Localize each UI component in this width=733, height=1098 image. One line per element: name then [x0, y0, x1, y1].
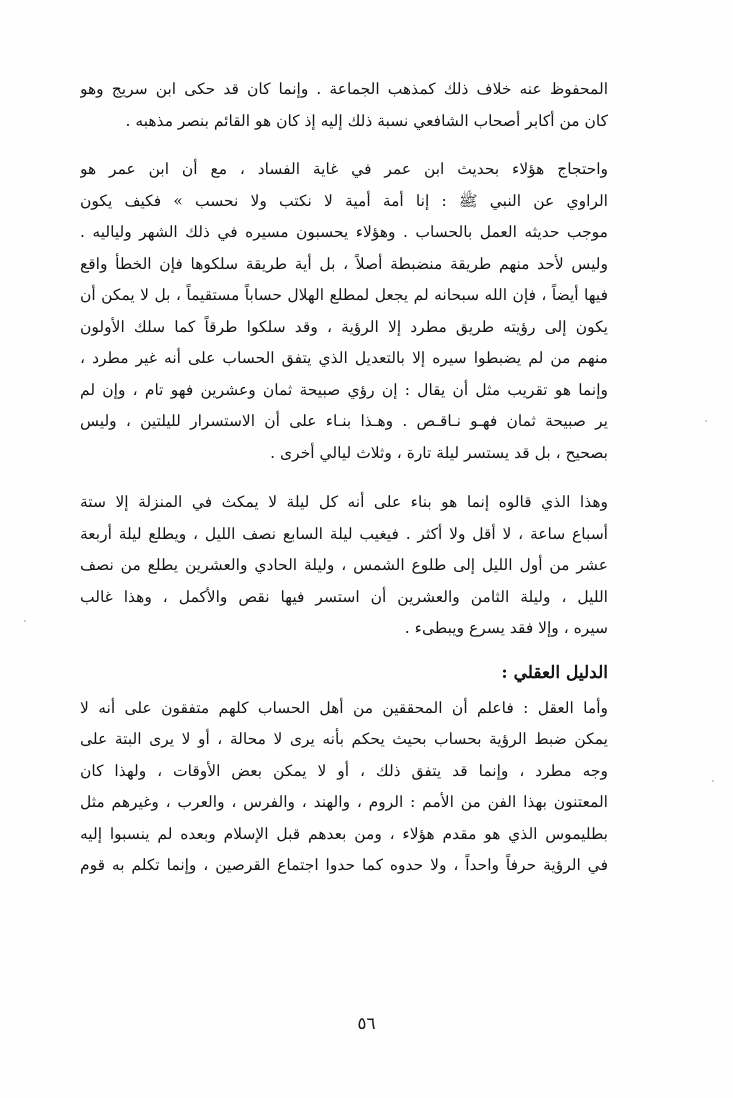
paragraph-2-line-5: فيها أيضاً ، فإن الله سبحانه لم يجعل لمطلع الهلال حساباً مستقيماً ، بل لا يمكن أن: [80, 286, 608, 304]
paragraph-4-line-3: وجه مطرد ، وإنما قد يتفق ذلك ، أو لا يمكن بعض الأوقات ، ولهذا كان: [80, 761, 608, 780]
paragraph-2-line-3: موجب حديثه العمل بالحساب . وهؤلاء يحسبون مسيره في ذلك الشهر ولياليه .: [80, 223, 608, 241]
scan-speck: [705, 420, 707, 422]
paragraph-4-line-2: يمكن ضبط الرؤية بحساب بحيث يحكم بأنه يرى لا محالة ، أو لا يرى البتة على: [80, 730, 608, 748]
paragraph-2-line-9: ير صبيحة ثمان فهـو نـاقـص . وهـذا بنـاء على أن الاستسرار لليلتين ، وليس: [80, 412, 608, 430]
paragraph-3-line-4: الليل ، وليلة الثامن والعشرين أن استسر فيها نقص والأكمل ، وهذا غالب: [80, 587, 608, 606]
section-heading: الدليل العقلي :: [501, 662, 608, 683]
scan-speck: [712, 780, 714, 782]
paragraph-1: [80, 74, 608, 137]
paragraph-3-line-2: أسباع ساعة ، لا أقل ولا أكثر . فيغيب ليلة السابع نصف الليل ، ويطلع ليلة أربعة: [80, 524, 608, 543]
paragraph-3-line-3: عشر من أول الليل إلى طلوع الشمس ، وليلة الحادي والعشرين يطلع من نصف: [80, 556, 608, 574]
paragraph-2-line-10: بصحيح ، بل قد يستسر ليلة تارة ، وثلاث ليالي أخرى .: [270, 443, 608, 462]
paragraph-2-line-8: وإنما هو تقريب مثل أن يقال : إن رؤي صبيحة ثمان وعشرين فهو تام ، وإن لم: [80, 380, 608, 399]
paragraph-2-line-6: يكون إلى رؤيته طريق مطرد إلا الرؤية ، وقد سلكوا طرقاً كما سلك الأولون: [80, 317, 608, 336]
paragraph-3: [80, 487, 608, 645]
paragraph-4: [80, 693, 608, 882]
paragraph-spacer: [80, 469, 608, 487]
paragraph-2-line-4: وليس لأحد منهم طريقة منضبطة أصلاً ، بل أية طريقة سلكوها فإن الخطأ واقع: [80, 254, 608, 273]
paragraph-spacer: [80, 137, 608, 154]
paragraph-1-line-2: كان من أكابر أصحاب الشافعي نسبة ذلك إليه إذ كان هو القائم بنصر مذهبه .: [125, 111, 608, 130]
paragraph-2-line-7: منهم من لم يضبطوا سيره إلا بالتعديل الذي يتفق الحساب على أنه غير مطرد ،: [80, 349, 608, 367]
paragraph-2-line-1: واحتجاج هؤلاء بحديث ابن عمر في غاية الفساد ، مع أن ابن عمر هو: [80, 160, 608, 178]
paragraph-2: [80, 154, 608, 469]
paragraph-3-line-5: سيره ، وإلا فقد يسرع ويبطىء .: [404, 619, 608, 637]
paragraph-spacer: [80, 645, 608, 653]
paragraph-2-line-2: الراوي عن النبي ﷺ : إنا أمة أمية لا نكتب ولا نحسب » فكيف يكون: [80, 191, 608, 210]
paragraph-4-line-4: المعتنون بهذا الفن من الأمم : الروم ، والهند ، والفرس ، والعرب ، وغيرهم مثل: [80, 793, 608, 811]
page-body: [80, 74, 608, 882]
page-number: ٥٦: [357, 1014, 376, 1034]
paragraph-4-line-1: وأما العقل : فاعلم أن المحققين من أهل الحساب كلهم متفقون على أنه لا: [80, 698, 608, 717]
scan-speck: [24, 620, 26, 622]
paragraph-4-line-6: في الرؤية حرفاً واحداً ، ولا حدوه كما حدوا اجتماع القرصين ، وإنما تكلم به قوم: [80, 856, 608, 874]
paragraph-1-line-1: المحفوظ عنه خلاف ذلك كمذهب الجماعة . وإنما كان قد حكى ابن سريج وهو: [80, 80, 608, 98]
paragraph-3-line-1: وهذا الذي قالوه إنما هو بناء على أنه كل ليلة لا يمكث في المنزلة إلا ستة: [80, 493, 608, 511]
paragraph-4-line-5: بطليموس الذي هو مقدم هؤلاء ، ومن بعدهم قبل الإسلام وبعده لم ينسبوا إليه: [80, 824, 608, 843]
